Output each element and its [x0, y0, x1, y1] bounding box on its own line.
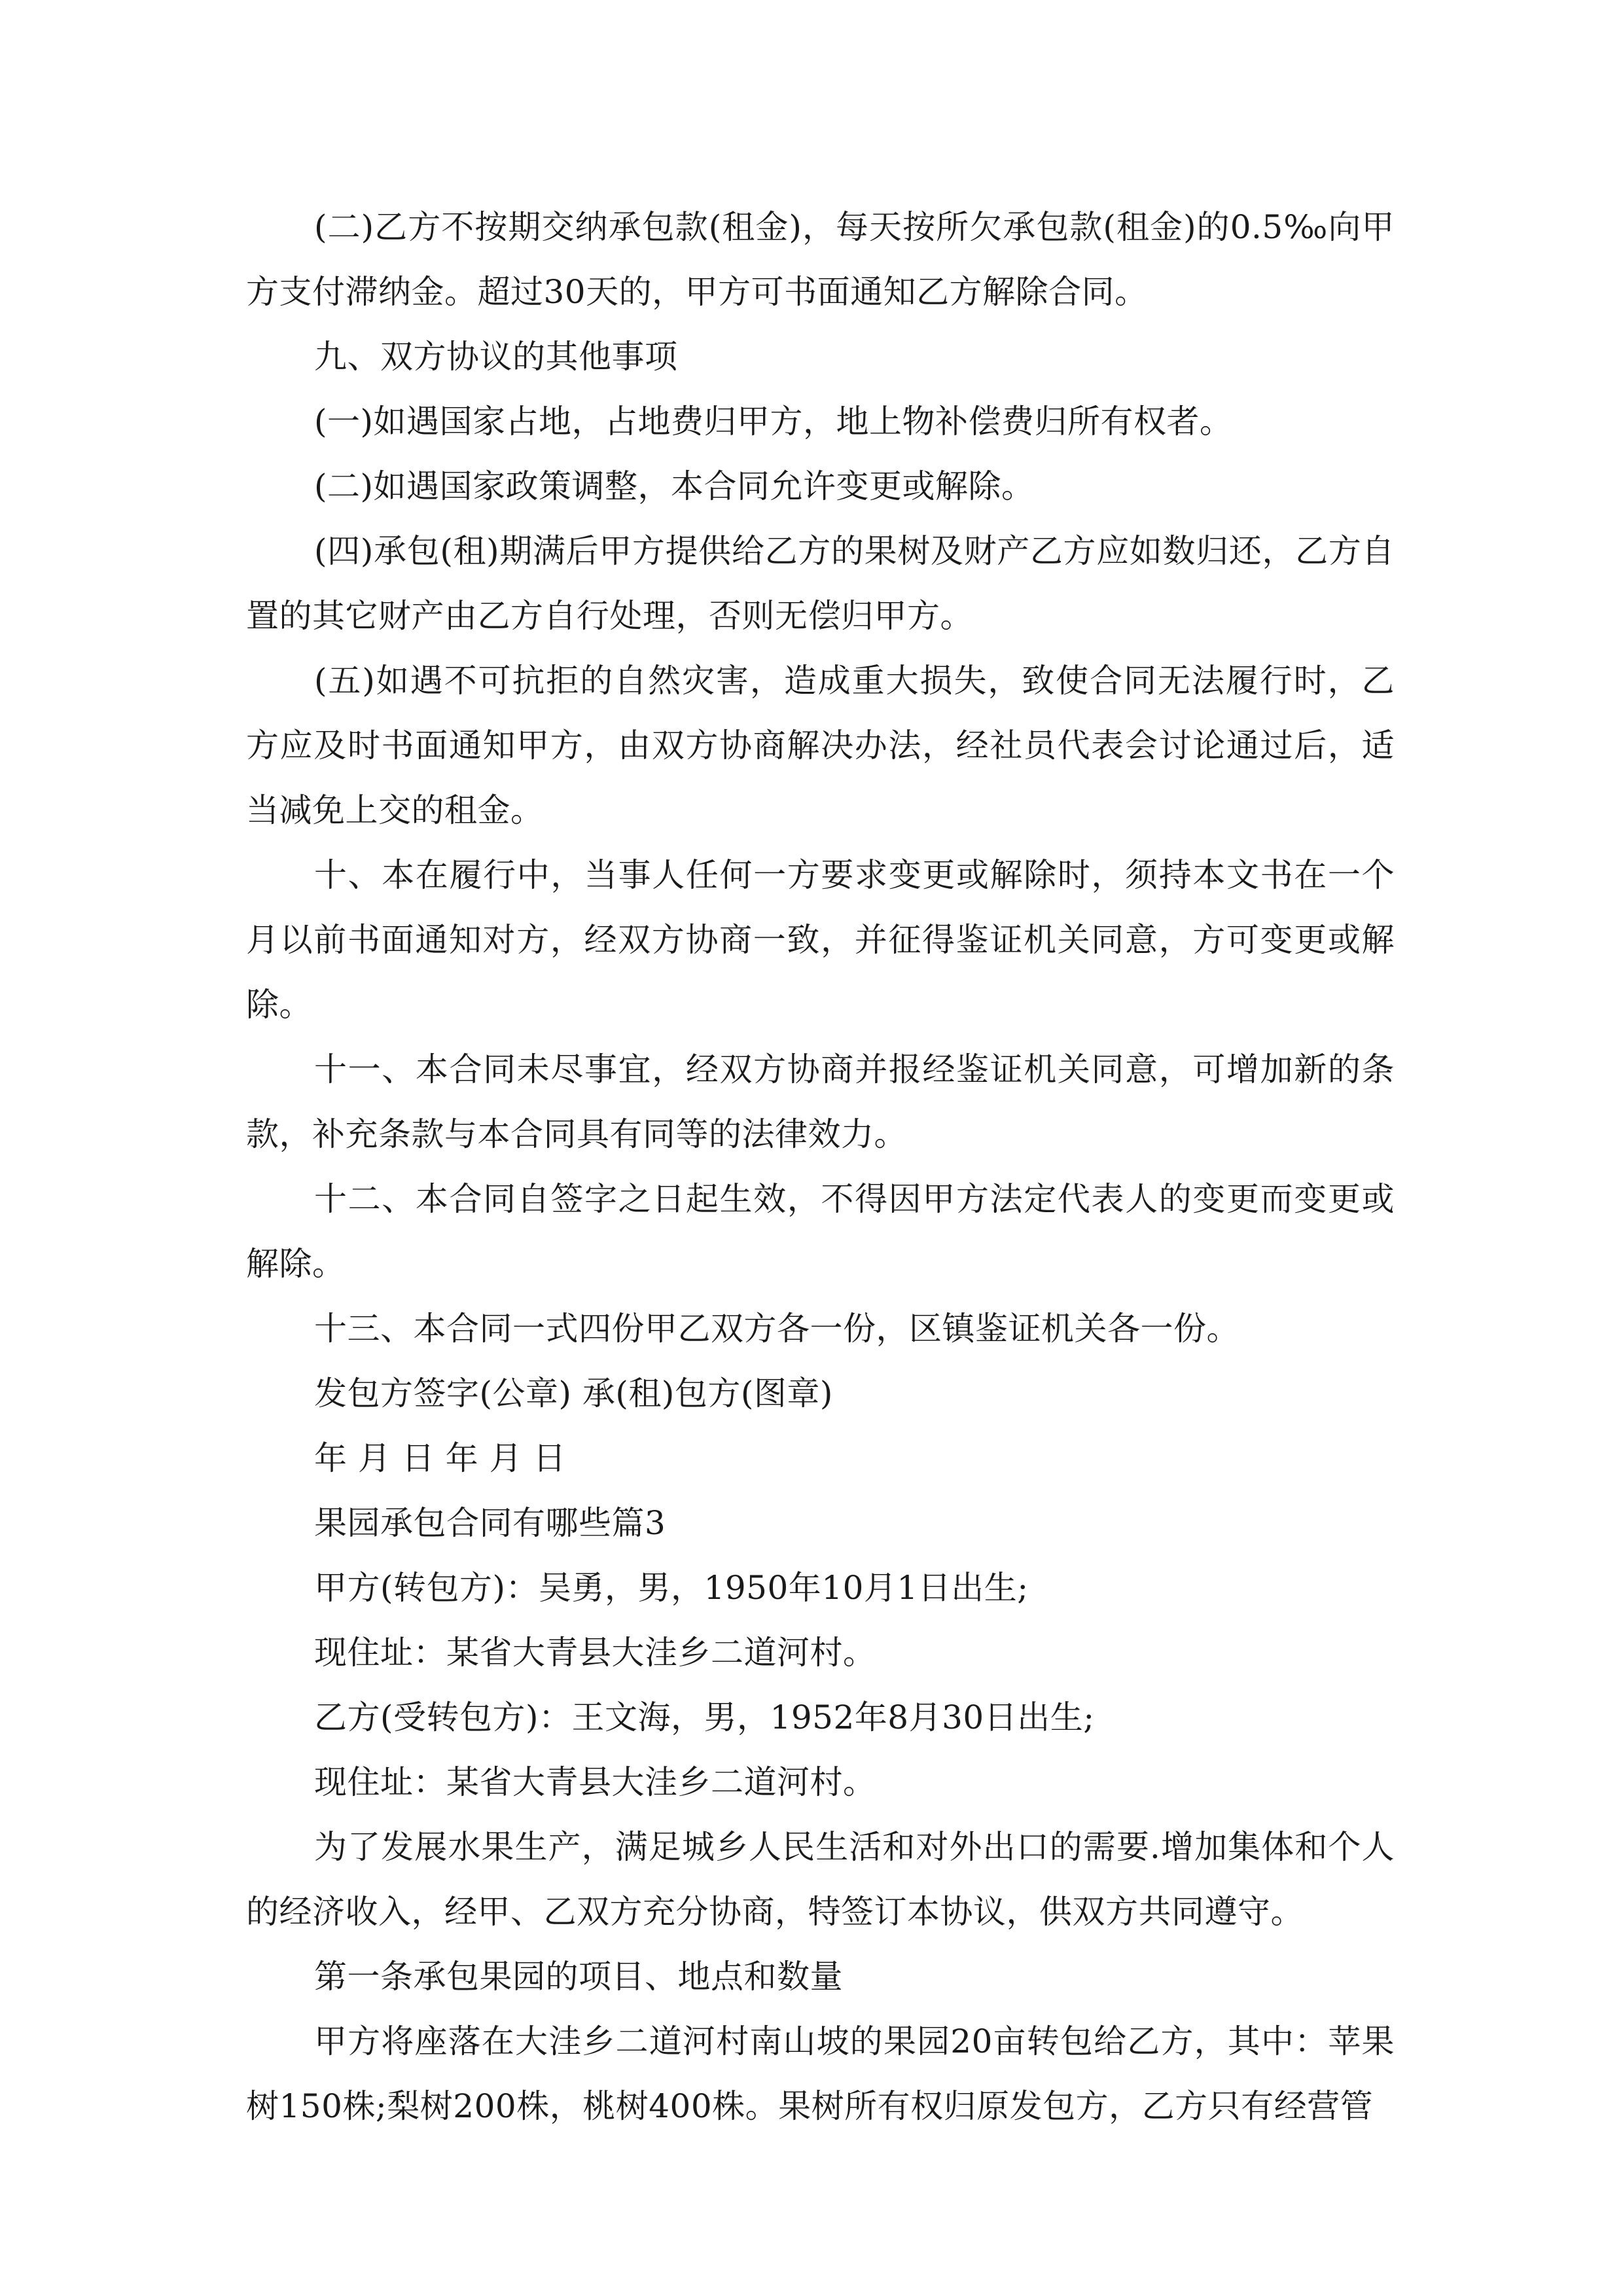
party-a-address: 现住址：某省大青县大洼乡二道河村。 — [314, 1634, 876, 1672]
paragraph-purpose: 为了发展水果生产，满足城乡人民生活和对外出口的需要.增加集体和个人的经济收入，经甲、乙双方充分协商，特签订本协议，供双方共同遵守。 — [246, 1828, 1395, 1931]
paragraph-section-nine-heading: 九、双方协议的其他事项 — [314, 338, 678, 376]
paragraph-section-ten: 十、本在履行中，当事人任何一方要求变更或解除时，须持本文书在一个月以前书面通知对方，经双方协商一致，并征得鉴证机关同意，方可变更或解除。 — [246, 856, 1395, 1024]
party-b-info: 乙方(受转包方)：王文海，男，1952年8月30日出生; — [314, 1698, 1095, 1736]
document-body — [246, 195, 1395, 2139]
party-b-address: 现住址：某省大青县大洼乡二道河村。 — [314, 1763, 876, 1801]
paragraph-late-fee: (二)乙方不按期交纳承包款(租金)，每天按所欠承包款(租金)的0.5‰向甲方支付滞纳金。超过30天的，甲方可书面通知乙方解除合同。 — [246, 208, 1395, 311]
paragraph-policy-adjustment: (二)如遇国家政策调整，本合同允许变更或解除。 — [314, 467, 1035, 505]
date-line: 年 月 日 年 月 日 — [314, 1439, 566, 1477]
paragraph-contract-expiry: (四)承包(租)期满后甲方提供给乙方的果树及财产乙方应如数归还，乙方自置的其它财产由乙方自行处理，否则无偿归甲方。 — [246, 532, 1395, 635]
paragraph-orchard-details: 甲方将座落在大洼乡二道河村南山坡的果园20亩转包给乙方，其中：苹果树150株;梨树200株，桃树400株。果树所有权归原发包方，乙方只有经营管 — [246, 2022, 1395, 2125]
paragraph-section-eleven: 十一、本合同未尽事宜，经双方协商并报经鉴证机关同意，可增加新的条款，补充条款与本合同具有同等的法律效力。 — [246, 1050, 1395, 1153]
article-heading-part-3: 果园承包合同有哪些篇3 — [314, 1504, 666, 1542]
paragraph-section-thirteen: 十三、本合同一式四份甲乙双方各一份，区镇鉴证机关各一份。 — [314, 1310, 1240, 1348]
signature-line: 发包方签字(公章) 承(租)包方(图章) — [314, 1374, 833, 1412]
party-a-info: 甲方(转包方)：吴勇，男，1950年10月1日出生; — [314, 1569, 1029, 1607]
paragraph-natural-disaster: (五)如遇不可抗拒的自然灾害，造成重大损失，致使合同无法履行时，乙方应及时书面通知甲方，由双方协商解决办法，经社员代表会讨论通过后，适当减免上交的租金。 — [246, 662, 1395, 829]
paragraph-land-requisition: (一)如遇国家占地，占地费归甲方，地上物补偿费归所有权者。 — [314, 403, 1233, 440]
article-one-heading: 第一条承包果园的项目、地点和数量 — [314, 1958, 843, 1996]
paragraph-section-twelve: 十二、本合同自签字之日起生效，不得因甲方法定代表人的变更而变更或解除。 — [246, 1180, 1395, 1283]
